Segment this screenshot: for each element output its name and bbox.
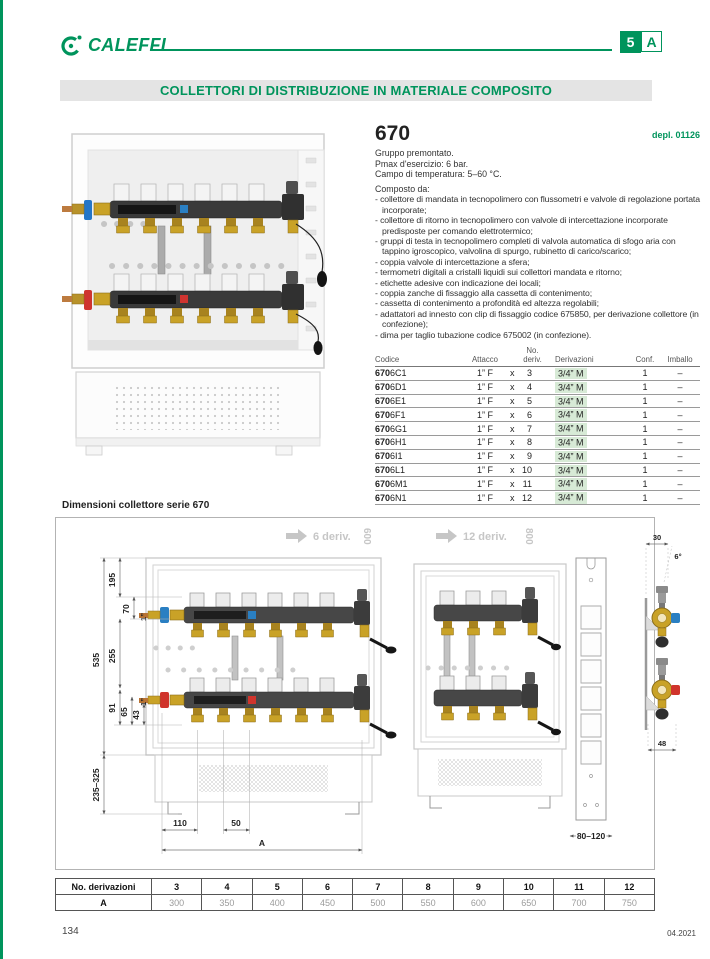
codes-header-row [375,347,700,367]
product-line: Campo di temperatura: 5–60 °C. [375,169,502,180]
table-row: A 300 350 400 450 500 550 600 650 700 750 [56,895,655,911]
product-line: Gruppo premontato. [375,148,454,158]
arrow-right-icon [436,529,457,543]
dim-label: 110 [173,818,187,828]
section-letter: A [641,31,662,52]
depl-ref: depl. 01126 [651,130,700,140]
row-label: A [56,895,152,911]
dim-label: 70 [121,604,131,614]
product-code: 670 [375,122,411,145]
dim-label: A [258,838,266,848]
col-no-deriv: No. deriv. [510,347,555,367]
svg-text:6 deriv.: 6 deriv. [313,531,351,543]
table-row: 6706C1 1” F x 3 3/4” M 1 – [375,367,700,381]
dim-label: 50 [231,818,241,828]
col-attacco: Attacco [460,347,510,367]
table-row: 6706H1 1” F x 8 3/4” M 1 – [375,436,700,450]
codes-table [375,347,700,505]
page-title-bar [60,80,652,101]
section-badge [620,31,662,53]
technical-drawing [55,517,682,870]
valve-side-view [646,544,680,750]
dim-label: 80–120 [576,831,606,841]
deriv6-label [286,529,351,543]
component-item: - etichette adesive con indicazione dei locali; [375,277,541,288]
dimensions-title: Dimensioni collettore serie 670 [62,500,210,511]
product-line: Pmax d'esercizio: 6 bar. [375,158,469,169]
component-item: - collettore di mandata in tecnopolimero con flussometri e valvole di regolazione portata incorporate; [375,194,700,215]
page-number: 134 [62,926,79,937]
component-item: - cassetta di contenimento a profondità ed altezza regolabili; [375,298,599,309]
cabinet [72,134,324,368]
product-info [375,123,700,505]
composed-title: Composto da: [375,183,430,194]
component-item: - termometri digitali a cristalli liquidi sui collettori mandata e ritorno; [375,267,622,278]
component-item: - coppia zanche di fissaggio alla cassetta di contenimento; [375,288,592,299]
dim-label: 43 [131,710,141,720]
dim-label: 235–325 [91,768,101,802]
dim-label: 195 [107,572,117,588]
inlet-size-label: 1” [139,698,148,706]
col-codice: Codice [375,347,460,367]
width-600-label: 600 [361,528,372,545]
dim-label: 6° [674,552,682,561]
cabinet-side-profile [576,558,606,820]
component-item: - collettore di ritorno in tecnopolimero con valvole di intercettazione incorporate predisposte per comando elettrotermico; [375,215,668,236]
table-row: 6706N1 1” F x 12 3/4” M 1 – [375,491,700,505]
inlet-size-label: 1” [139,613,148,621]
dim-label: 255 [107,648,117,664]
deriv12-label [436,529,507,543]
table-row: 6706E1 1” F x 5 3/4” M 1 – [375,394,700,408]
return-valve-side [652,658,680,720]
table-row: 6706F1 1” F x 6 3/4” M 1 – [375,408,700,422]
col-conf: Conf. [630,347,660,367]
row-label: No. derivazioni [56,879,152,895]
header-rule [150,49,612,51]
table-row: 6706M1 1” F x 11 3/4” M 1 – [375,477,700,491]
dim-label: 48 [657,739,667,748]
svg-text:12 deriv.: 12 deriv. [463,531,507,543]
dim-label: 65 [119,707,129,717]
width-800-label: 800 [523,528,534,545]
caleffi-logo [60,32,166,58]
component-item: - coppia valvole di intercettazione a sfera; [375,256,530,267]
col-imballo: Imballo [660,347,700,367]
page-edge-accent [0,0,3,959]
table-row: 6706L1 1” F x 10 3/4” M 1 – [375,463,700,477]
arrow-right-icon [286,529,307,543]
component-list [375,194,700,340]
cabinet-front-view [146,558,381,814]
table-row: 6706I1 1” F x 9 3/4” M 1 – [375,449,700,463]
derivations-dimension-table [55,878,655,911]
col-derivazioni: Derivazioni [555,347,630,367]
product-photo [58,126,363,461]
dim-label: 91 [107,703,117,713]
revision-date: 04.2021 [667,929,696,938]
dim-label: 535 [91,652,101,668]
caleffi-logo-icon [60,32,84,58]
page-title: COLLETTORI DI DISTRIBUZIONE IN MATERIALE COMPOSITO [159,83,553,98]
component-item: - dima per taglio tubazione codice 675002 (in confezione). [375,329,592,340]
brand-name: CALEFFI [88,34,167,55]
cabinet-base [76,372,320,455]
dim-label: 30 [652,533,662,542]
cabinet-12deriv-view [414,564,566,808]
section-number: 5 [620,31,641,53]
component-item: - adattatori ad innesto con clip di fissaggio codice 675850, per derivazione collettore (in confezione); [375,308,699,330]
table-row: No. derivazioni 3 4 5 6 7 8 9 10 11 12 [56,879,655,895]
component-item: - gruppi di testa in tecnopolimero completi di valvola automatica di sfogo aria con tappino igroscopico, valvolina di spurgo, rubinetto di carico/scarico; [375,236,676,257]
table-row: 6706D1 1” F x 4 3/4” M 1 – [375,380,700,394]
supply-valve-side [652,586,680,648]
table-row: 6706G1 1” F x 7 3/4” M 1 – [375,422,700,436]
